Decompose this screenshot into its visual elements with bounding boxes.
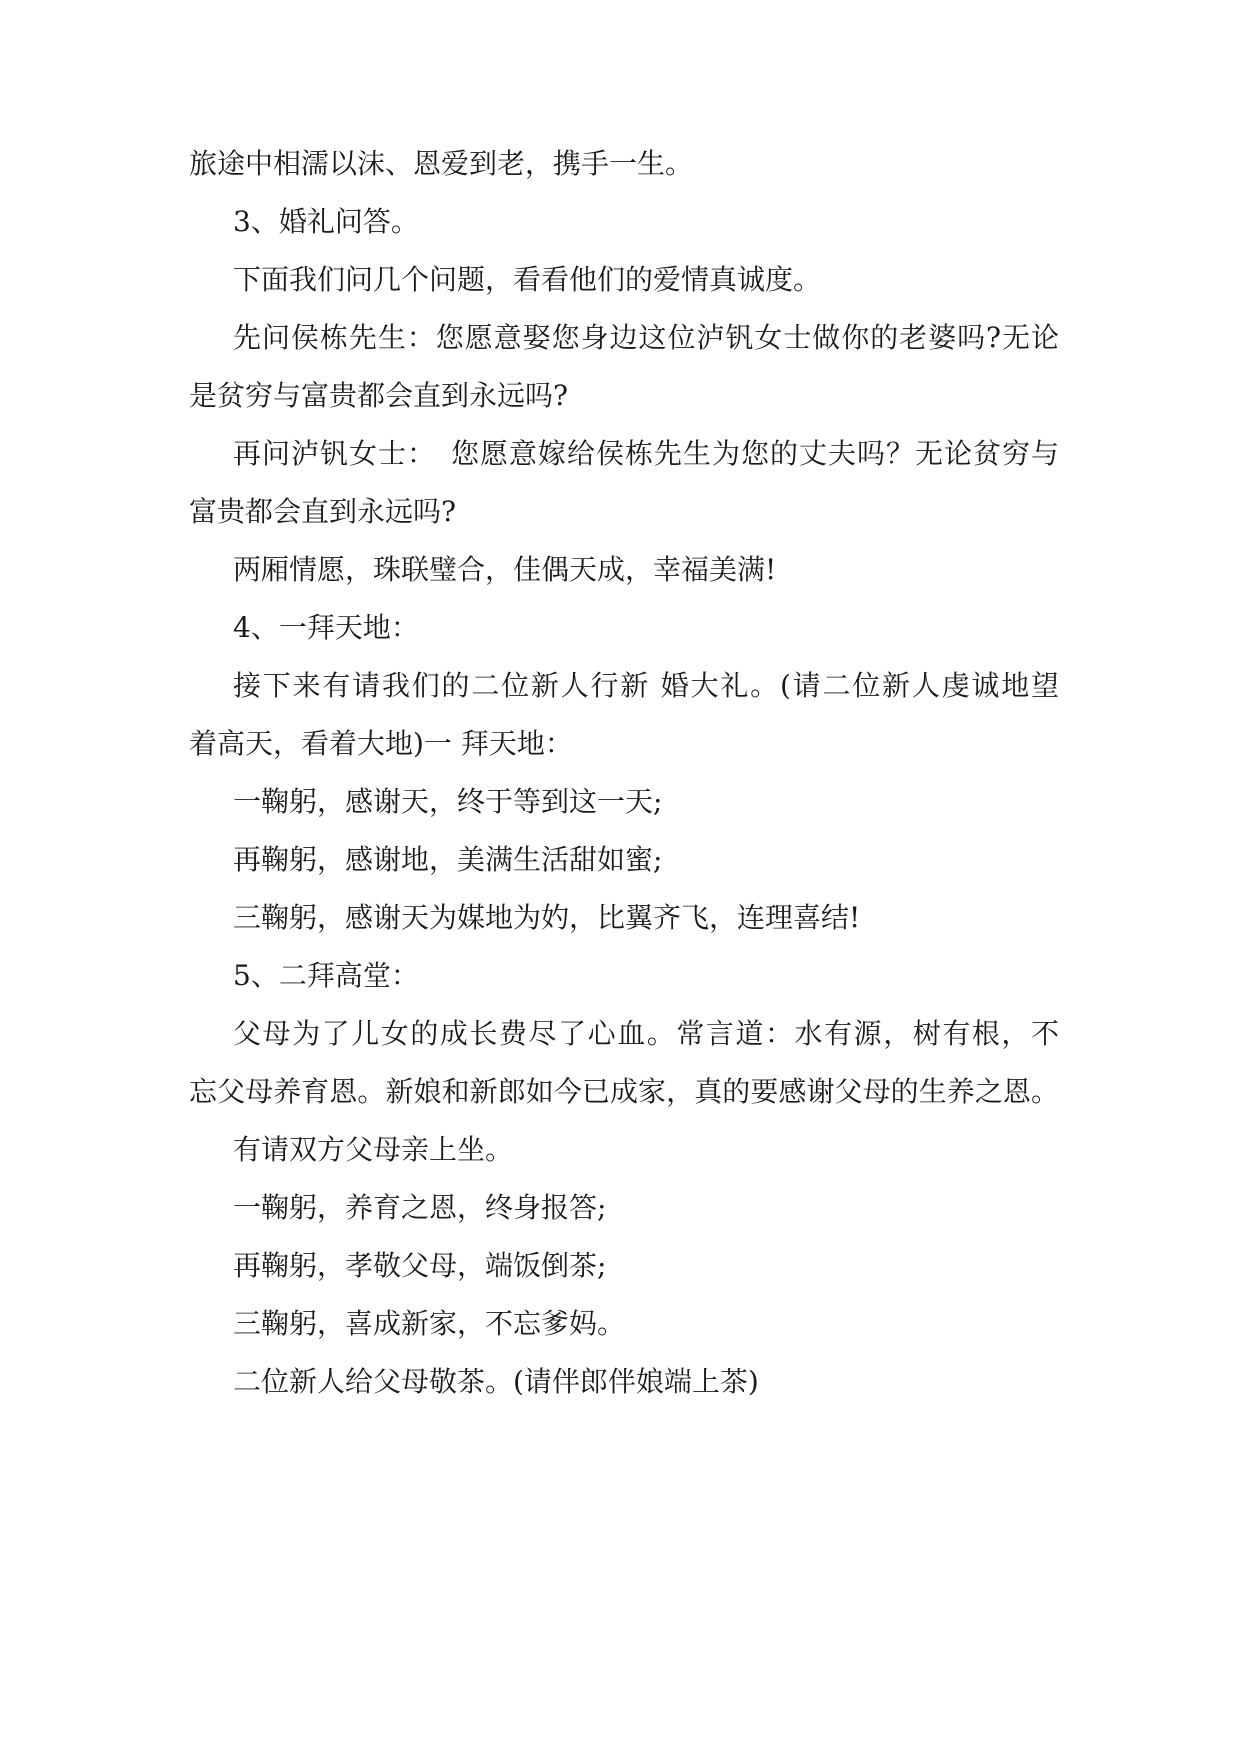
paragraph-line: 着高天，看着大地)一 拜天地： <box>189 727 573 760</box>
paragraph-line: 再鞠躬，感谢地，美满生活甜如蜜; <box>233 843 663 876</box>
section-heading: 3、婚礼问答。 <box>233 205 419 238</box>
paragraph-line: 一鞠躬，感谢天，终于等到这一天; <box>233 785 663 818</box>
paragraph-line: 父母为了儿女的成长费尽了心血。常言道：水有源，树有根，不 <box>233 1017 1059 1050</box>
paragraph-line: 旅途中相濡以沫、恩爱到老，携手一生。 <box>189 147 694 180</box>
paragraph-line: 是贫穷与富贵都会直到永远吗? <box>189 379 569 412</box>
paragraph-line: 富贵都会直到永远吗? <box>189 495 457 528</box>
paragraph-line: 接下来有请我们的二位新人行新 婚大礼。(请二位新人虔诚地望 <box>233 669 1059 702</box>
paragraph-line: 一鞠躬，养育之恩，终身报答; <box>233 1191 607 1224</box>
paragraph-line: 忘父母养育恩。新娘和新郎如今已成家，真的要感谢父母的生养之恩。 <box>189 1075 1059 1108</box>
paragraph-line: 两厢情愿，珠联璧合，佳偶天成，幸福美满! <box>233 553 777 586</box>
paragraph-line: 再鞠躬，孝敬父母，端饭倒茶; <box>233 1249 607 1282</box>
paragraph-line: 三鞠躬，感谢天为媒地为妁，比翼齐飞，连理喜结! <box>233 901 861 934</box>
paragraph-line: 有请双方父母亲上坐。 <box>233 1133 514 1166</box>
paragraph-line: 再问泸钒女士： 您愿意嫁给侯栋先生为您的丈夫吗？无论贫穷与 <box>233 437 1059 470</box>
paragraph-line: 下面我们问几个问题，看看他们的爱情真诚度。 <box>233 263 822 296</box>
section-heading: 5、二拜高堂： <box>233 959 419 992</box>
paragraph-line: 三鞠躬，喜成新家，不忘爹妈。 <box>233 1307 626 1340</box>
paragraph-line: 先问侯栋先生：您愿意娶您身边这位泸钒女士做你的老婆吗?无论 <box>233 321 1059 354</box>
paragraph-line: 二位新人给父母敬茶。(请伴郎伴娘端上茶) <box>233 1365 759 1398</box>
section-heading: 4、一拜天地： <box>233 611 419 644</box>
